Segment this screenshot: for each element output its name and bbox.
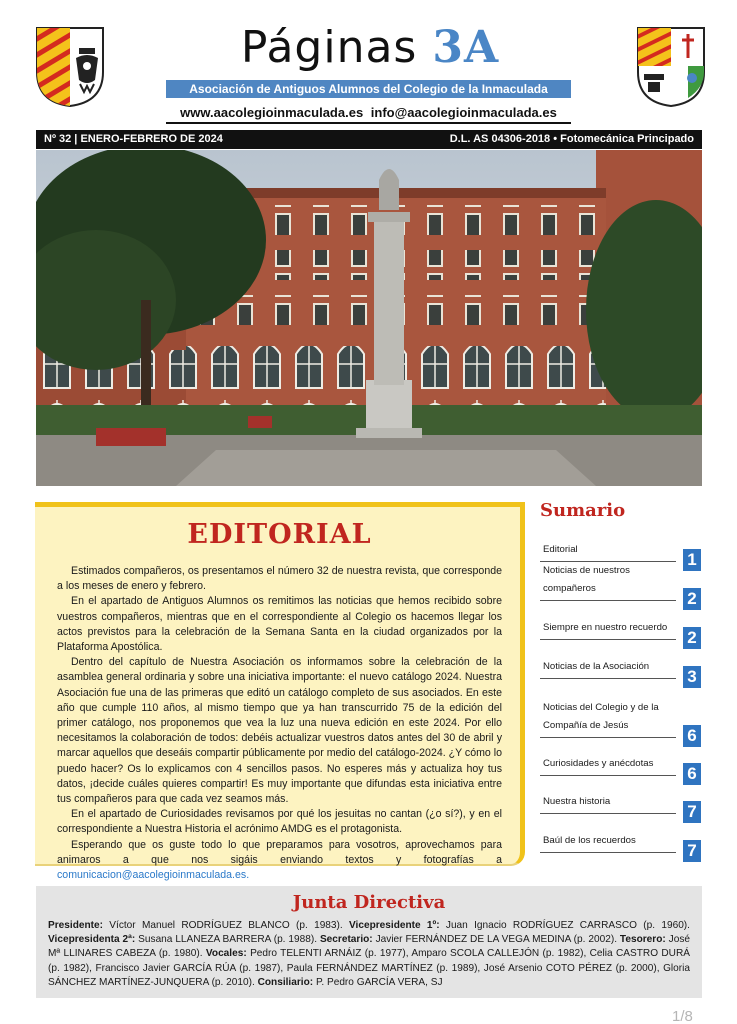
masthead [170,22,570,74]
association-name: Asociación de Antiguos Alumnos del Colegio de la Inmaculada [166,80,571,98]
toc-item-label: Noticias de la Asociación [543,661,650,672]
toc-item-historia[interactable] [540,794,705,821]
toc-item-baul[interactable] [540,833,705,860]
role-vocales: Vocales: [205,948,247,960]
contact-email-link[interactable]: comunicacion@aacolegioinmaculada.es. [57,869,250,882]
toc-item-label: Editorial [543,544,578,555]
toc-item-label: Baúl de los recuerdos [543,835,636,846]
names-vocales: Pedro TELENTI ARNÁIZ (p. 1977), Amparo SCOLA CALLEJÓN (p. 1982), Celia CASTRO DURÁ (p. 1982), Francisco Javier GARCÍA RÚA (p. 1987), Paula FERNÁNDEZ MARTÍNEZ (p. 1989), José Arsenio COTO PÉREZ (p. 2000), Gloria SÁNCHEZ MARTÍNEZ-JUNQUERA (p. 2010). [48,948,690,988]
toc-divider [540,813,676,814]
toc-page-badge: 2 [683,588,701,610]
names-presidente: Víctor Manuel RODRÍGUEZ BLANCO (p. 1983). [109,920,343,931]
toc-page-badge: 3 [683,666,701,688]
editorial-paragraph-2: En el apartado de Antiguos Alumnos os remitimos las noticias que hemos recibido sobre vuestros compañeros, mientras que en el correspondiente al Colegio os hacemos llegar los actos previstos para la celebración de la Semana Santa en la ciudad organizados por la Plataforma Apostólica. [57,595,502,654]
toc-item-noticias-companeros[interactable] [540,565,705,608]
publication-title [170,22,570,74]
toc-page-badge: 2 [683,627,701,649]
toc-divider [540,678,676,679]
names-vicepresidenta-2: Susana LLANEZA BARRERA (p. 1988). [138,934,318,946]
editorial-paragraph-3: Dentro del capítulo de Nuestra Asociación os informamos sobre la celebración de la asamblea general ordinaria y sobre una iniciativa importante: el nuevo catálogo 2024. Nuestra Asociación fue una de las primeras que editó un catálogo completo de sus asociados. En este año que cumple 110 años, al mismo tiempo que ya han transcurrido 75 de la edición del primer catálogo, nos proponemos que vea la luz una nueva edición en este 2024. Por ello necesitamos la colaboración de todos: debéis actualizar vuestros datos antes del 30 de abril y marcar aquellos que deseáis compartir públicamente por medio del catálogo-2024. ¿Y cómo lo puedo hacer? Os lo explicamos con 4 sencillos pasos. No esperes más y actualiza hoy tus datos, ¡decide cuáles quieres compartir! Es muy importante que difundas esta iniciativa entre tus compañeros para que cada vez seamos más. [57,656,502,806]
title-number: 3A [432,22,500,73]
cover-photo [36,150,702,486]
names-consiliario: P. Pedro GARCÍA VERA, SJ [315,976,443,988]
page-indicator: 1/8 [672,1008,693,1024]
email-link[interactable]: info@aacolegioinmaculada.es [370,105,557,120]
toc-item-label: Nuestra historia [543,796,611,807]
role-vicepresidente-1: Vicepresidente 1º: [349,920,440,931]
college-building-image [36,150,702,486]
names-tesorero: José Mª LLINARES CABEZA (p. 1980). [48,934,690,960]
toc-page-badge: 6 [683,763,701,785]
editorial-title: EDITORIAL [187,519,372,550]
editorial-closing-text: Esperando que os guste todo lo que preparamos para vosotros, aprovechamos para animaros a que nos sigáis enviando textos y fotografías a [57,838,502,866]
junta-title: Junta Directiva [292,892,446,913]
table-of-contents [540,500,705,875]
issue-number-date: Nº 32 | ENERO-FEBRERO DE 2024 [44,133,223,145]
names-vicepresidente-1: Juan Ignacio RODRÍGUEZ CARRASCO (p. 1960). [445,920,690,931]
toc-divider [540,775,676,776]
board-of-directors [36,886,702,998]
toc-page-badge: 7 [683,840,701,862]
toc-divider [540,737,676,738]
role-consiliario: Consiliario: [257,976,314,988]
issue-bar [36,130,702,149]
toc-item-label: Siempre en nuestro recuerdo [543,622,668,633]
toc-page-badge: 7 [683,801,701,823]
role-tesorero: Tesorero: [619,934,666,946]
role-vicepresidenta-2: Vicepresidenta 2ª: [48,934,136,946]
toc-item-noticias-colegio[interactable] [540,700,705,745]
toc-item-label: Curiosidades y anécdotas [543,758,654,769]
coat-of-arms-right-icon [636,26,706,108]
title-word: Páginas [240,22,418,73]
legal-deposit: D.L. AS 04306-2018 • Fotomecánica Principado [449,133,694,145]
role-secretario: Secretario: [319,934,373,946]
toc-item-label: Noticias de nuestros compañeros [543,565,630,594]
role-presidente: Presidente: [48,920,103,931]
toc-item-recuerdo[interactable] [540,620,705,647]
editorial-paragraph-4: En el apartado de Curiosidades revisamos por qué los jesuitas no cantan (¿o sí?), y en el correspondiente a Nuestra Historia el acrónimo AMDG es el protagonista. [57,808,502,836]
toc-divider [540,600,676,601]
toc-page-badge: 1 [683,549,701,571]
names-secretario: Javier FERNÁNDEZ DE LA VEGA MEDINA (p. 2002). [375,934,617,946]
editorial-paragraph-5 [57,838,502,884]
contact-line [166,102,571,124]
editorial-box [35,502,525,882]
website-link[interactable]: www.aacolegioinmaculada.es [180,105,364,120]
toc-item-label: Noticias del Colegio y de la Compañía de Jesús [543,702,659,731]
toc-page-badge: 6 [683,725,701,747]
coat-of-arms-left-icon [35,26,105,108]
sumario-title: Sumario [540,500,626,521]
toc-divider [540,639,676,640]
toc-item-noticias-asociacion[interactable] [540,659,705,686]
editorial-paragraph-1: Estimados compañeros, os presentamos el número 32 de nuestra revista, que corresponde a los meses de enero y febrero. [57,565,502,593]
toc-item-editorial[interactable] [540,542,705,569]
junta-members [48,919,690,990]
toc-item-curiosidades[interactable] [540,756,705,783]
toc-divider [540,852,676,853]
